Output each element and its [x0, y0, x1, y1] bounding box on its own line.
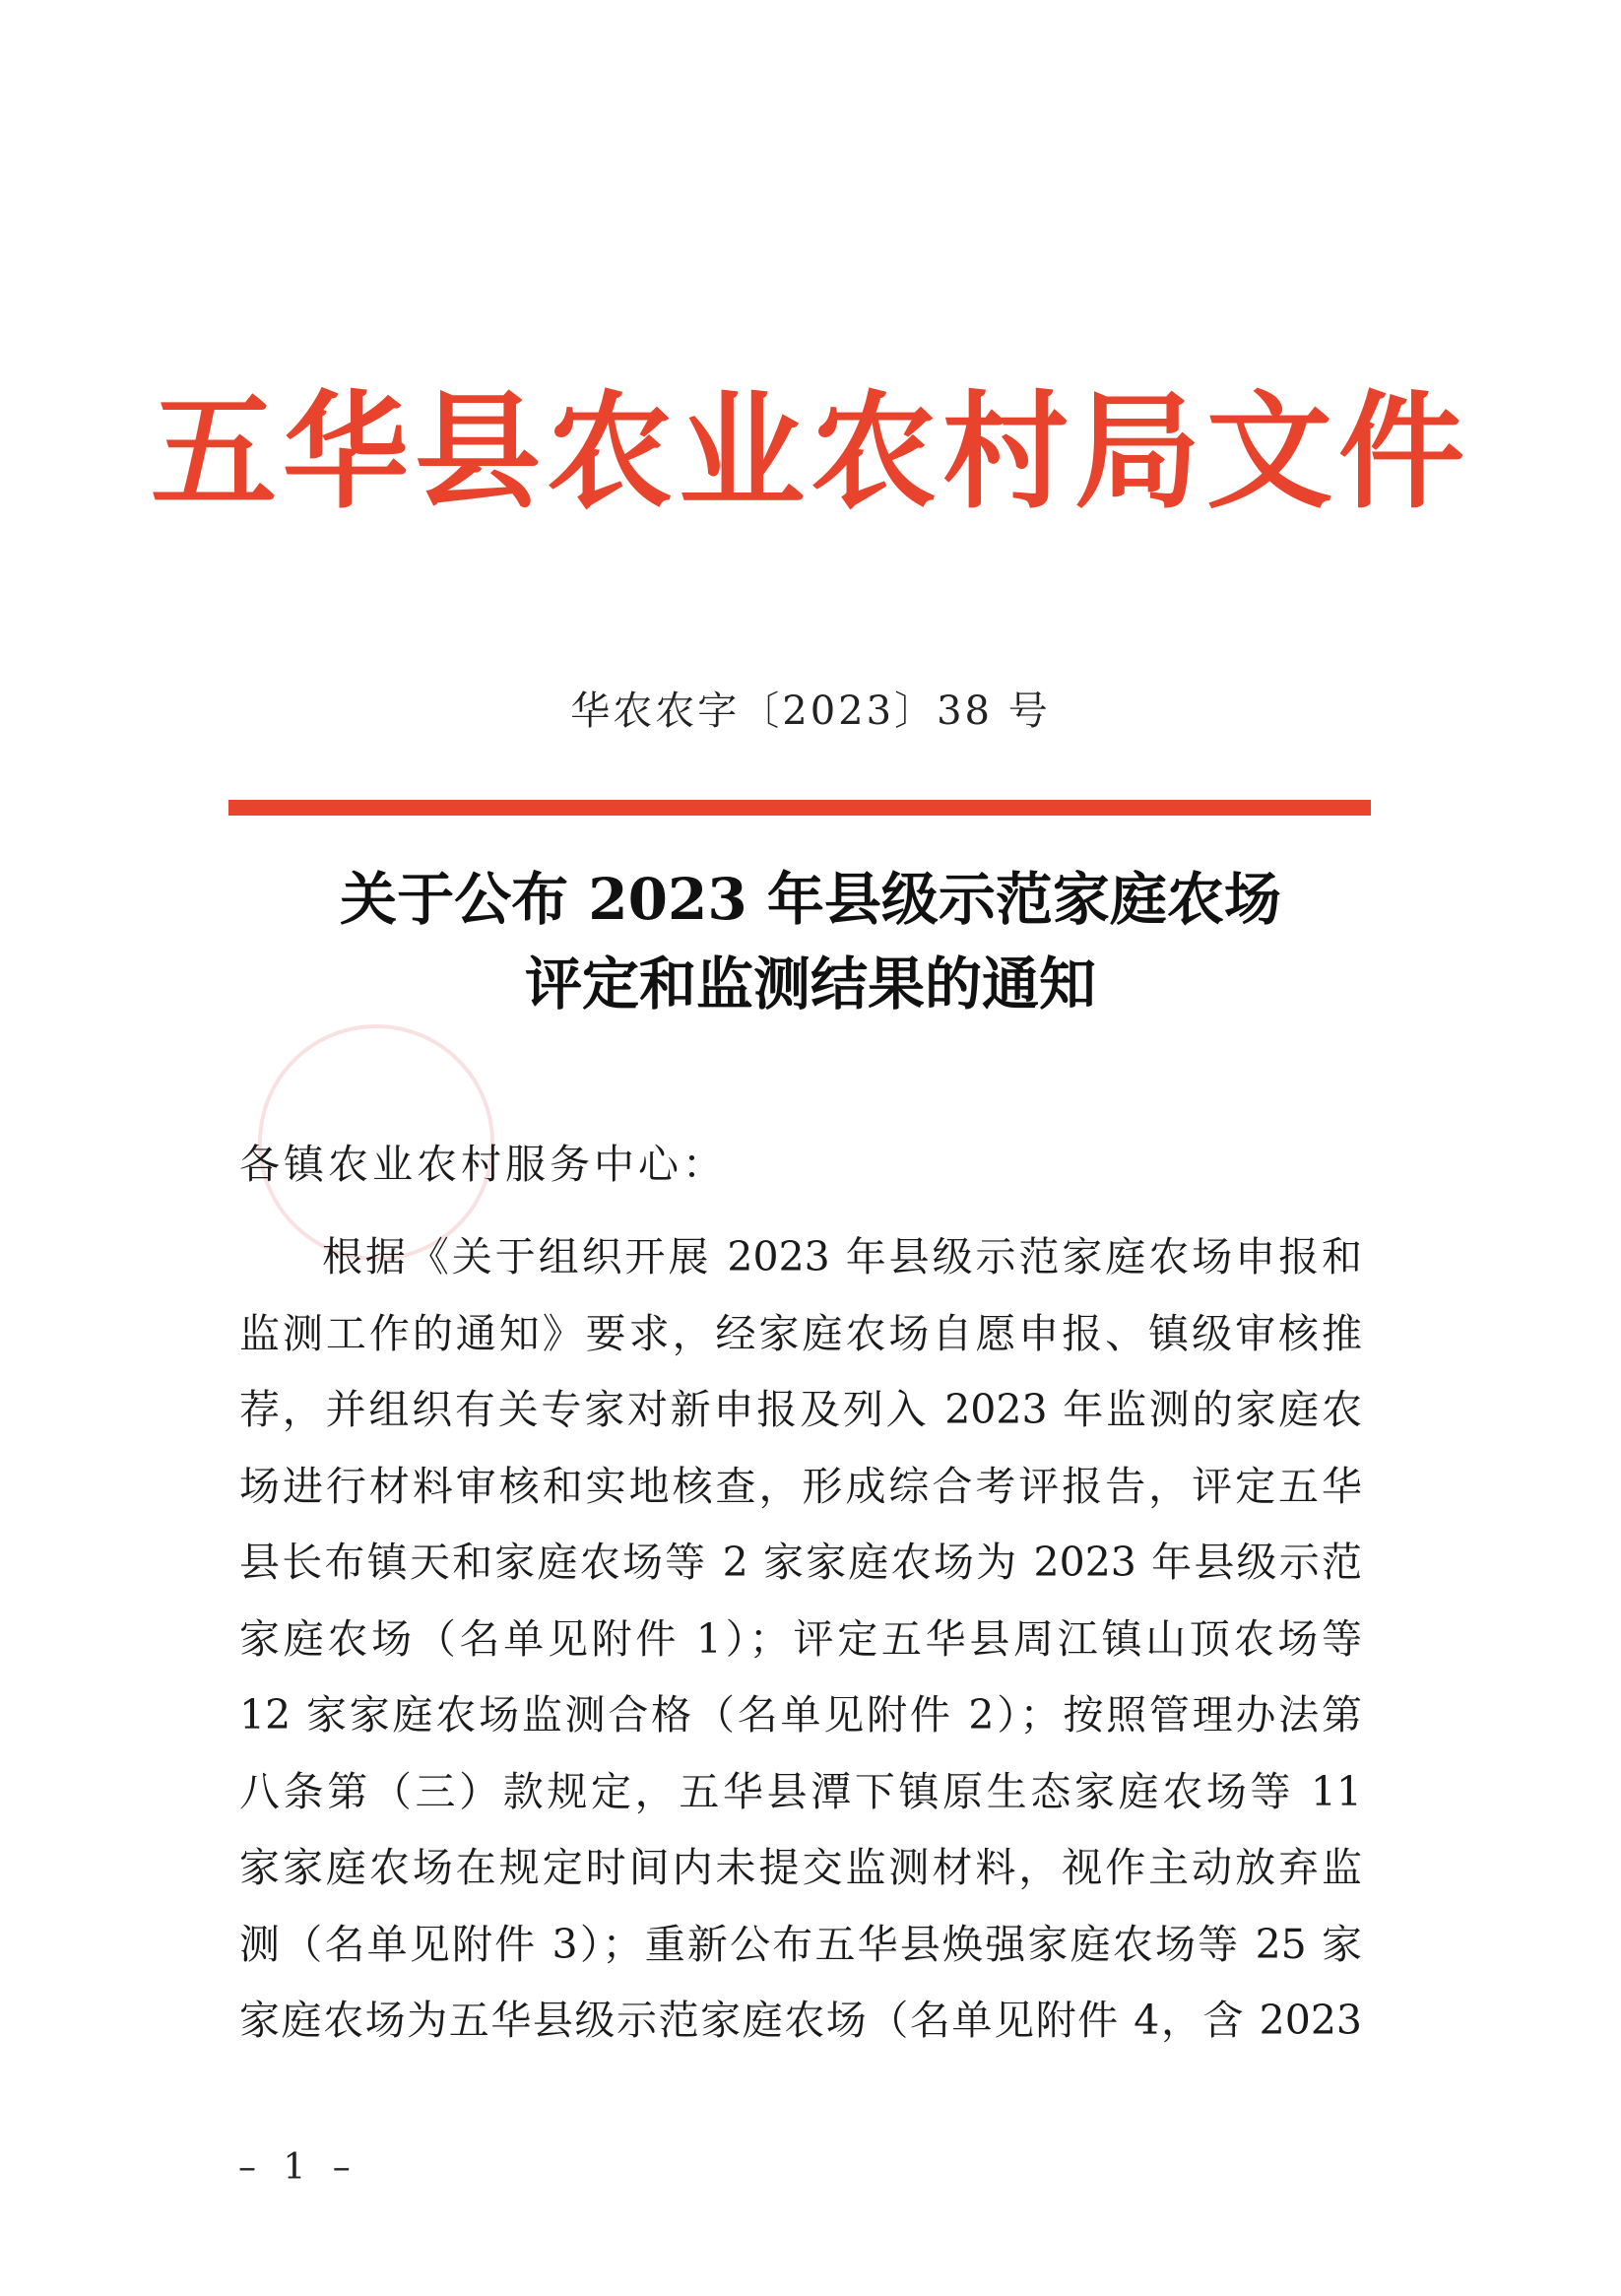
red-divider: [228, 800, 1371, 816]
body-line: 家庭农场（名单见附件 1）；评定五华县周江镇山顶农场等: [239, 1614, 1362, 1663]
body-line: 根据《关于组织开展 2023 年县级示范家庭农场申报和: [322, 1233, 1362, 1280]
notice-title-line-2: 评定和监测结果的通知: [524, 951, 1096, 1017]
body-line: 测（名单见附件 3）；重新公布五华县焕强家庭农场等 25 家: [239, 1920, 1362, 1968]
body-line: 监测工作的通知》要求，经家庭农场自愿申报、镇级审核推: [239, 1309, 1362, 1357]
notice-title-line-1: 关于公布 2023 年县级示范家庭农场: [340, 866, 1281, 933]
salutation: 各镇农业农村服务中心：: [239, 1141, 727, 1188]
body-line: 家庭农场为五华县级示范家庭农场（名单见附件 4，含 2023: [239, 1997, 1362, 2044]
body-line: 12 家家庭农场监测合格（名单见附件 2）；按照管理办法第: [239, 1691, 1362, 1738]
masthead-title: 五华县农业农村局文件: [150, 378, 1470, 526]
body-paragraph: [239, 1219, 1362, 2060]
body-line: 县长布镇天和家庭农场等 2 家家庭农场为 2023 年县级示范: [239, 1539, 1362, 1586]
notice-title: [0, 857, 1621, 1026]
body-line: 荐，并组织有关专家对新申报及列入 2023 年监测的家庭农: [239, 1386, 1362, 1433]
document-number: 华农农字〔2023〕38 号: [570, 689, 1051, 734]
page-number: – 1 –: [238, 2147, 358, 2188]
body-line: 家家庭农场在规定时间内未提交监测材料，视作主动放弃监: [239, 1844, 1362, 1891]
body-line: 八条第（三）款规定，五华县潭下镇原生态家庭农场等 11: [239, 1767, 1362, 1815]
body-line: 场进行材料审核和实地核查，形成综合考评报告，评定五华: [239, 1462, 1362, 1510]
